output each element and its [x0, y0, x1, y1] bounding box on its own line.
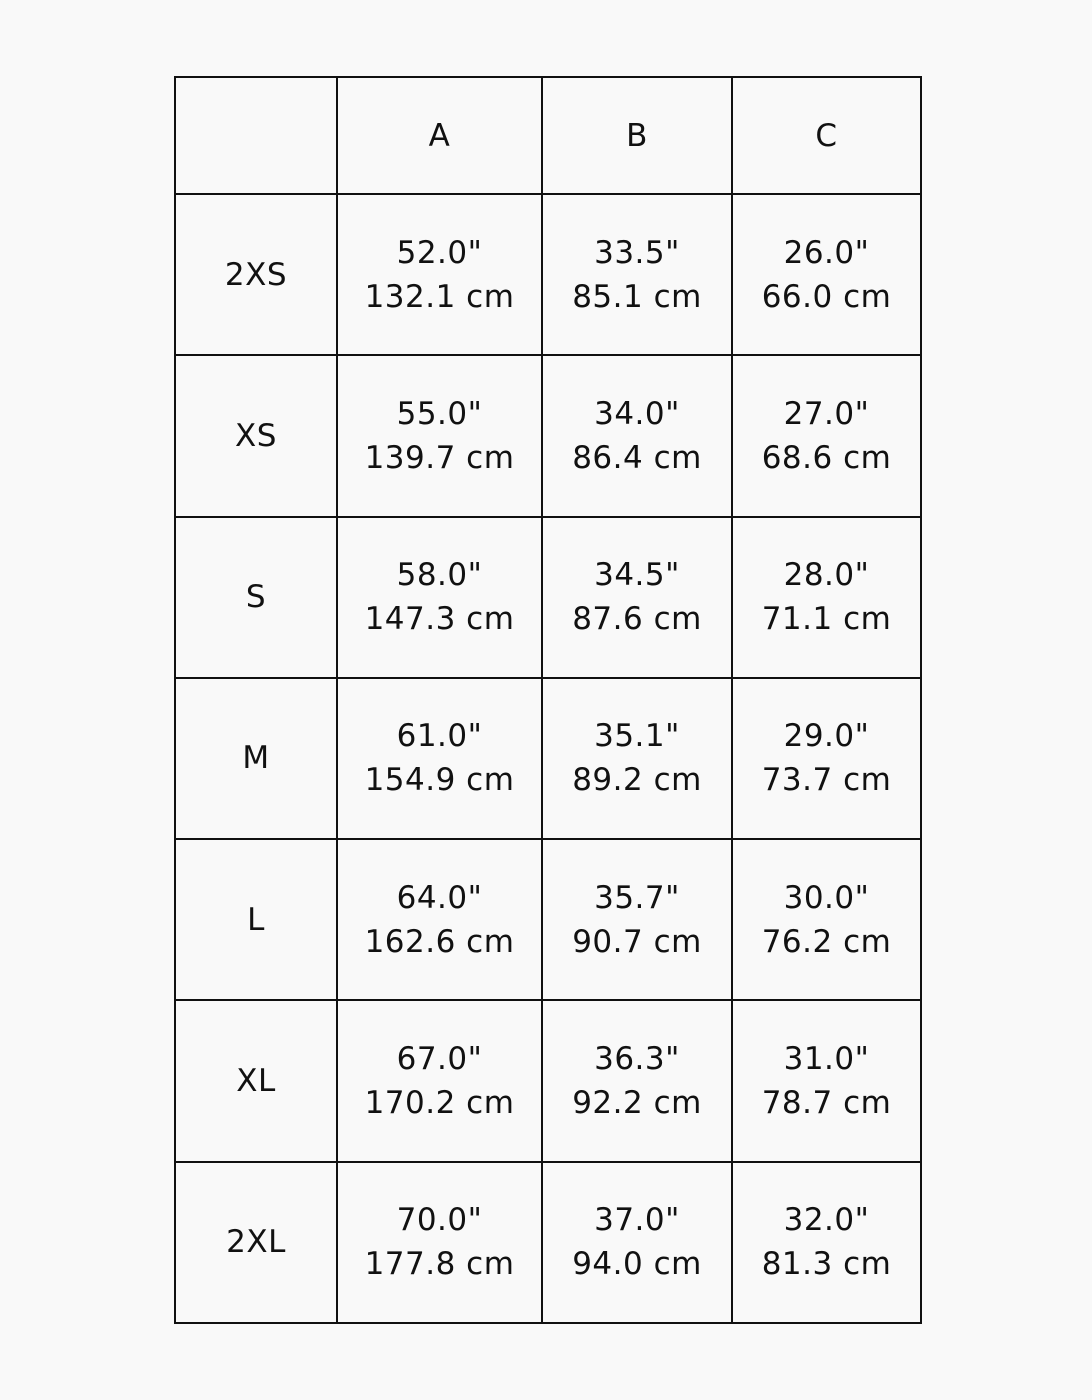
- measurement-cell-b: [542, 355, 732, 516]
- measurement-cell-b: [542, 517, 732, 678]
- column-header-a: A: [337, 77, 542, 194]
- column-header-c: C: [732, 77, 921, 194]
- cm-value: 139.7 cm: [364, 439, 515, 476]
- size-label: XS: [175, 355, 337, 516]
- inch-value: 64.0": [396, 879, 483, 916]
- inch-value: 27.0": [783, 395, 870, 432]
- cm-value: 71.1 cm: [761, 601, 892, 638]
- inch-value: 28.0": [783, 557, 870, 594]
- size-label: L: [175, 839, 337, 1000]
- table-row: [175, 678, 921, 839]
- measurement-cell-c: [732, 1162, 921, 1323]
- cm-value: 66.0 cm: [761, 278, 892, 315]
- table-row: [175, 355, 921, 516]
- measurement-cell-a: [337, 1000, 542, 1161]
- size-label: 2XL: [175, 1162, 337, 1323]
- measurement-cell-a: [337, 839, 542, 1000]
- cm-value: 89.2 cm: [572, 762, 702, 799]
- size-chart-table: [174, 76, 922, 1324]
- cm-value: 73.7 cm: [761, 762, 892, 799]
- inch-value: 34.0": [594, 395, 680, 432]
- cm-value: 85.1 cm: [572, 278, 702, 315]
- measurement-cell-c: [732, 355, 921, 516]
- inch-value: 29.0": [783, 718, 870, 755]
- measurement-cell-c: [732, 678, 921, 839]
- table-row: [175, 1162, 921, 1323]
- cm-value: 68.6 cm: [761, 439, 892, 476]
- measurement-cell-a: [337, 517, 542, 678]
- cm-value: 147.3 cm: [364, 601, 515, 638]
- inch-value: 58.0": [396, 557, 483, 594]
- inch-value: 55.0": [396, 395, 483, 432]
- inch-value: 52.0": [396, 234, 483, 271]
- cm-value: 94.0 cm: [572, 1246, 702, 1283]
- measurement-cell-b: [542, 678, 732, 839]
- header-row: [175, 77, 921, 194]
- cm-value: 78.7 cm: [761, 1085, 892, 1122]
- measurement-cell-c: [732, 517, 921, 678]
- cm-value: 76.2 cm: [761, 923, 892, 960]
- cm-value: 162.6 cm: [364, 923, 515, 960]
- table-body: [175, 194, 921, 1323]
- inch-value: 30.0": [783, 879, 870, 916]
- table-row: [175, 1000, 921, 1161]
- inch-value: 70.0": [396, 1202, 483, 1239]
- inch-value: 36.3": [594, 1041, 680, 1078]
- cm-value: 170.2 cm: [364, 1085, 515, 1122]
- inch-value: 32.0": [783, 1202, 870, 1239]
- measurement-cell-a: [337, 194, 542, 355]
- cm-value: 90.7 cm: [572, 923, 702, 960]
- inch-value: 31.0": [783, 1041, 870, 1078]
- measurement-cell-a: [337, 1162, 542, 1323]
- cm-value: 81.3 cm: [761, 1246, 892, 1283]
- measurement-cell-c: [732, 839, 921, 1000]
- cm-value: 154.9 cm: [364, 762, 515, 799]
- size-label: XL: [175, 1000, 337, 1161]
- measurement-cell-a: [337, 678, 542, 839]
- measurement-cell-b: [542, 194, 732, 355]
- cm-value: 87.6 cm: [572, 601, 702, 638]
- measurement-cell-a: [337, 355, 542, 516]
- table-row: [175, 194, 921, 355]
- inch-value: 33.5": [594, 234, 680, 271]
- table-row: [175, 839, 921, 1000]
- cm-value: 177.8 cm: [364, 1246, 515, 1283]
- table-header: [175, 77, 921, 194]
- measurement-cell-b: [542, 1000, 732, 1161]
- inch-value: 26.0": [783, 234, 870, 271]
- size-label: S: [175, 517, 337, 678]
- inch-value: 67.0": [396, 1041, 483, 1078]
- measurement-cell-c: [732, 1000, 921, 1161]
- measurement-cell-c: [732, 194, 921, 355]
- inch-value: 35.1": [594, 718, 680, 755]
- inch-value: 61.0": [396, 718, 483, 755]
- inch-value: 35.7": [594, 879, 680, 916]
- corner-cell: [175, 77, 337, 194]
- size-label: M: [175, 678, 337, 839]
- measurement-cell-b: [542, 839, 732, 1000]
- cm-value: 92.2 cm: [572, 1085, 702, 1122]
- cm-value: 132.1 cm: [364, 278, 515, 315]
- column-header-b: B: [542, 77, 732, 194]
- inch-value: 37.0": [594, 1202, 680, 1239]
- cm-value: 86.4 cm: [572, 439, 702, 476]
- inch-value: 34.5": [594, 557, 680, 594]
- measurement-cell-b: [542, 1162, 732, 1323]
- table-row: [175, 517, 921, 678]
- size-label: 2XS: [175, 194, 337, 355]
